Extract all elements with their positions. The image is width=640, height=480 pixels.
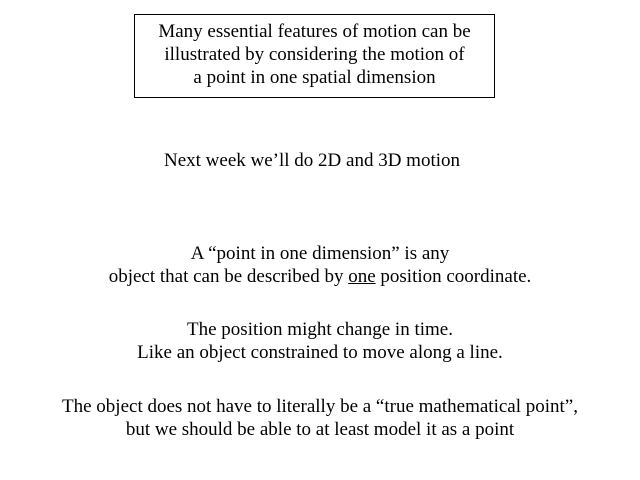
model-as-point [0,395,640,441]
title-line-3: a point in one spatial dimension [193,67,436,88]
point-definition [0,242,640,288]
point-definition-line-2-end: position coordinate. [375,266,532,287]
point-definition-line-1: A “point in one dimension” is any [190,243,450,264]
position-change-line-2: Like an object constrained to move along a line. [137,342,503,363]
position-change [0,318,640,364]
underlined-word-one: one [348,266,376,287]
title-line-1: Many essential features of motion can be [158,21,471,42]
point-definition-line-2 [0,265,640,288]
title-line-2: illustrated by considering the motion of [164,44,465,65]
title-box [134,14,495,98]
next-week-text [0,149,632,172]
next-week-line: Next week we’ll do 2D and 3D motion [163,150,461,171]
position-change-line-1: The position might change in time. [187,319,453,340]
model-as-point-line-1: The object does not have to literally be a “true mathematical point”, [62,396,578,417]
point-definition-line-2-start: object that can be described by [108,266,349,287]
model-as-point-line-2: but we should be able to at least model it as a point [125,419,515,440]
